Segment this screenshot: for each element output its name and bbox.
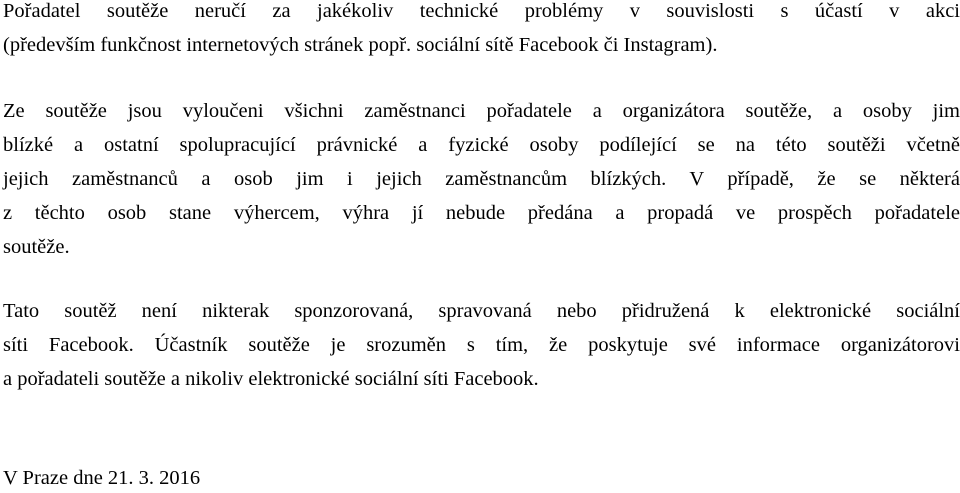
text-line: a pořadateli soutěže a nikoliv elektronické sociální síti Facebook.	[3, 368, 539, 390]
text-line: z těchto osob stane výhercem, výhra jí nebude předána a propadá ve prospěch pořadatele	[3, 202, 960, 224]
signature-place-date: V Praze dne 21. 3. 2016	[3, 467, 201, 489]
text-line: Pořadatel soutěže neručí za jakékoliv technické problémy v souvislosti s účastí v akci	[3, 0, 960, 22]
text-line: (především funkčnost internetových stránek popř. sociální sítě Facebook či Instagram).	[3, 34, 718, 56]
text-line: jejich zaměstnanců a osob jim i jejich zaměstnancům blízkých. V případě, že se některá	[3, 168, 960, 190]
text-line: Tato soutěž není nikterak sponzorovaná, spravovaná nebo přidružená k elektronické sociální	[3, 300, 960, 322]
text-line: síti Facebook. Účastník soutěže je srozuměn s tím, že poskytuje své informace organizátorovi	[3, 334, 960, 356]
text-line: Ze soutěže jsou vyloučeni všichni zaměstnanci pořadatele a organizátora soutěže, a osoby jim	[3, 100, 960, 122]
text-line: blízké a ostatní spolupracující právnické a fyzické osoby podílející se na této soutěži včetně	[3, 134, 960, 156]
text-line: soutěže.	[3, 236, 70, 258]
